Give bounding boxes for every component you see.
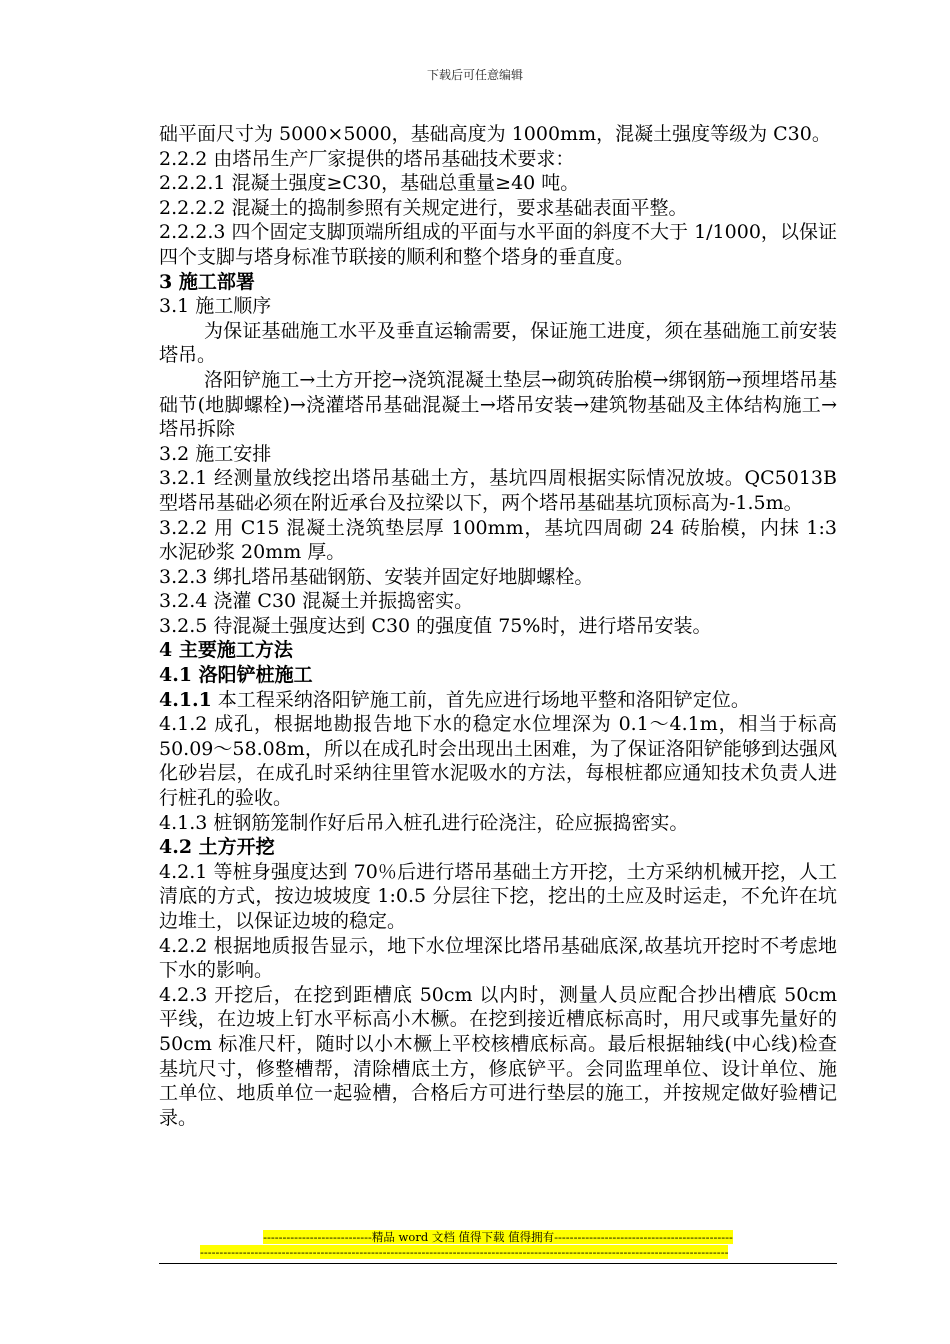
document-body	[159, 122, 837, 1130]
paragraph: 3.2.3 绑扎塔吊基础钢筋、安装并固定好地脚螺栓。	[159, 565, 594, 588]
footer-dash-text: ----------------------------------------------------------------------------------------------------------------------------------------	[200, 1245, 729, 1259]
section-heading-4: 4 主要施工方法	[159, 639, 293, 662]
item-number: 4.1.1	[159, 688, 212, 711]
footer-banner-text: ----------------------------精品 word 文档 值得下载 值得拥有----------------------------------------------	[263, 1230, 733, 1244]
paragraph: 2.2.2.1 混凝土强度≥C30，基础总重量≥40 吨。	[159, 172, 580, 195]
section-heading-3-1: 3.1 施工顺序	[159, 295, 272, 318]
paragraph: 为保证基础施工水平及垂直运输需要，保证施工进度，须在基础施工前安装塔吊。	[159, 319, 837, 367]
paragraph: 4.1.3 桩钢筋笼制作好后吊入桩孔进行砼浇注，砼应振捣密实。	[159, 811, 689, 834]
paragraph: 础平面尺寸为 5000×5000，基础高度为 1000mm，混凝土强度等级为 C30。	[159, 123, 831, 145]
footer-dash-line	[200, 1245, 797, 1260]
paragraph: 4.1.2 成孔，根据地勘报告地下水的稳定水位埋深为 0.1～4.1m，相当于标高 50.09～58.08m，所以在成孔时会出现出土困难，为了保证洛阳铲能够到达强风化砂岩层，在成孔时采纳往里管水泥吸水的方法，每根桩都应通知技术负责人进行桩孔的验收。	[159, 713, 837, 810]
paragraph: 3.2.1 经测量放线挖出塔吊基础土方，基坑四周根据实际情况放坡。QC5013B 型塔吊基础必须在附近承台及拉梁以下，两个塔吊基础基坑顶标高为-1.5m。	[159, 467, 837, 514]
paragraph: 2.2.2.3 四个固定支脚顶端所组成的平面与水平面的斜度不大于 1/1000，以保证四个支脚与塔身标准节联接的顺利和整个塔身的垂直度。	[159, 221, 837, 268]
paragraph: 2.2.2.2 混凝土的捣制参照有关规定进行，要求基础表面平整。	[159, 196, 688, 219]
footer-banner	[159, 1230, 837, 1245]
paragraph: 3.2.2 用 C15 混凝土浇筑垫层厚 100mm，基坑四周砌 24 砖胎模，内抹 1:3 水泥砂浆 20mm 厚。	[159, 516, 837, 564]
paragraph	[159, 688, 837, 713]
paragraph: 4.2.1 等桩身强度达到 70％后进行塔吊基础土方开挖，土方采纳机械开挖，人工清底的方式，按边坡坡度 1:0.5 分层往下挖，挖出的土应及时运走，不允许在坑边堆土，以保证边坡的稳定。	[159, 860, 837, 932]
section-heading-4-2: 4.2 土方开挖	[159, 836, 275, 859]
section-heading-3: 3 施工部署	[159, 270, 255, 293]
process-sequence: 洛阳铲施工→土方开挖→浇筑混凝土垫层→砌筑砖胎模→绑钢筋→预埋塔吊基础节(地脚螺栓)→浇灌塔吊基础混凝土→塔吊安装→建筑物基础及主体结构施工→塔吊拆除	[159, 368, 837, 441]
section-heading-4-1: 4.1 洛阳铲桩施工	[159, 664, 313, 687]
item-text: 本工程采纳洛阳铲施工前，首先应进行场地平整和洛阳铲定位。	[211, 688, 750, 711]
paragraph: 3.2.5 待混凝土强度达到 C30 的强度值 75%时，进行塔吊安装。	[159, 614, 712, 637]
section-heading-3-2: 3.2 施工安排	[159, 442, 272, 465]
footer-rule	[159, 1263, 837, 1264]
paragraph: 4.2.2 根据地质报告显示，地下水位埋深比塔吊基础底深,故基坑开挖时不考虑地下水的影响。	[159, 934, 837, 982]
paragraph: 3.2.4 浇灌 C30 混凝土并振捣密实。	[159, 590, 474, 613]
section-heading-2-2-2: 2.2.2 由塔吊生产厂家提供的塔吊基础技术要求：	[159, 147, 575, 170]
paragraph: 4.2.3 开挖后，在挖到距槽底 50cm 以内时，测量人员应配合抄出槽底 50cm 平线，在边坡上钉水平标高小木橛。在挖到接近槽底标高时，用尺或事先量好的 50cm 标准尺杆，随时以小木橛上平校核槽底标高。最后根据轴线(中心线)检查基坑尺寸，修整槽帮，清除槽底土方，修底铲平。会同监理单位、设计单位、施工单位、地质单位一起验槽，合格后方可进行垫层的施工，并按规定做好验槽记录。	[159, 983, 837, 1129]
page-header: 下载后可任意编辑	[426, 68, 523, 82]
